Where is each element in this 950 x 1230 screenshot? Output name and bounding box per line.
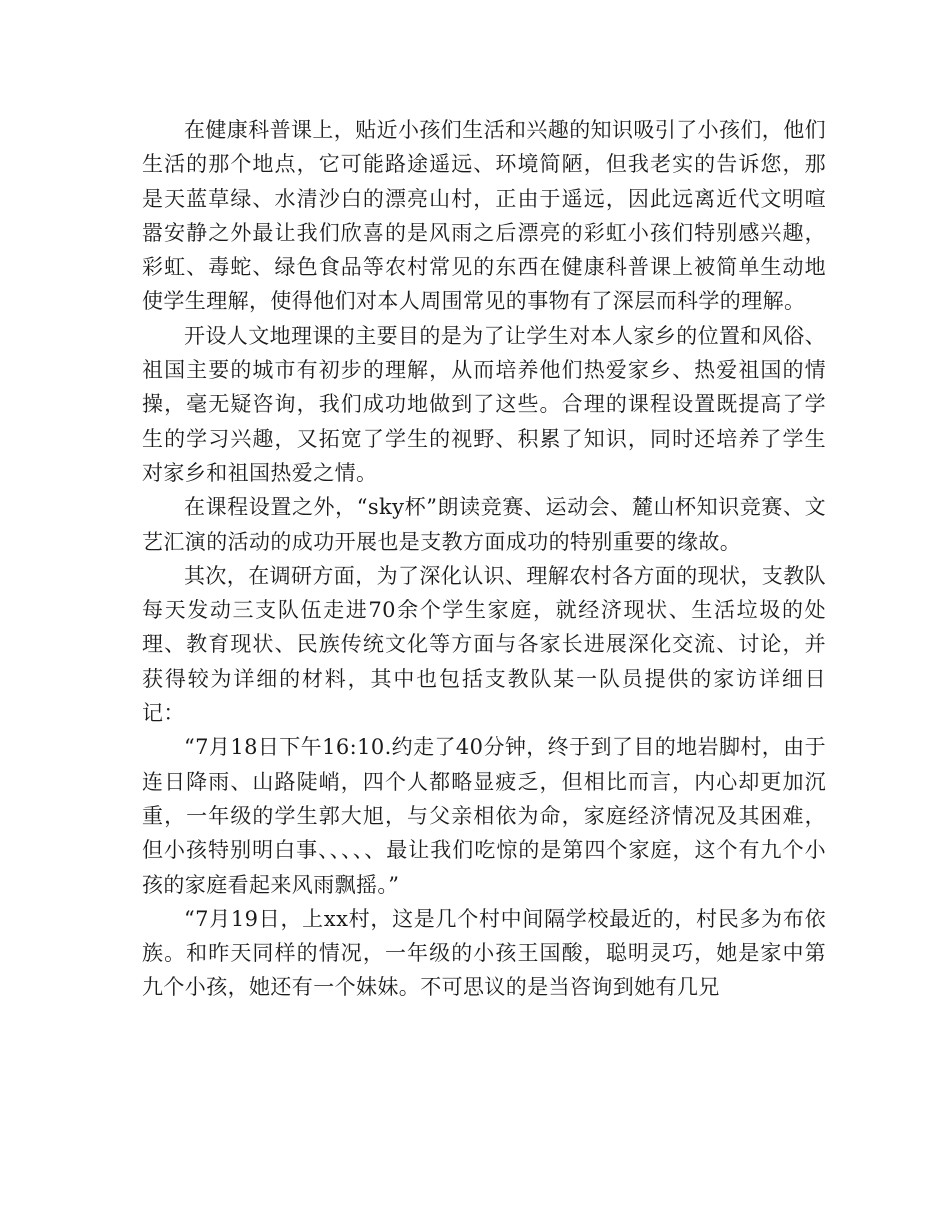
paragraph-geography-class: 开设人文地理课的主要目的是为了让学生对本人家乡的位置和风俗、祖国主要的城市有初步的理解，从而培养他们热爱家乡、热爱祖国的情操，毫无疑咨询，我们成功地做到了这些。合理的课程设置既提高了学生的学习兴趣，又拓宽了学生的视野、积累了知识，同时还培养了学生对家乡和祖国热爱之情。 bbox=[142, 323, 826, 485]
paragraph-diary-july-19: “7月19日，上xx村，这是几个村中间隔学校最近的，村民多为布依族。和昨天同样的情况，一年级的小孩王国酸，聪明灵巧，她是家中第九个小孩，她还有一个妹妹。不可思议的是当咨询到她有几兄 bbox=[142, 906, 826, 1000]
paragraph-research: 其次，在调研方面，为了深化认识、理解农村各方面的现状，支教队每天发动三支队伍走进70余个学生家庭，就经济现状、生活垃圾的处理、教育现状、民族传统文化等方面与各家长进展深化交流、讨论，并获得较为详细的材料，其中也包括支教队某一队员提供的家访详细日记： bbox=[142, 563, 826, 726]
paragraph-activities: 在课程设置之外，“sky杯”朗读竞赛、运动会、麓山杯知识竞赛、文艺汇演的活动的成功开展也是支教方面成功的特别重要的缘故。 bbox=[142, 495, 826, 554]
paragraph-health-class: 在健康科普课上，贴近小孩们生活和兴趣的知识吸引了小孩们，他们生活的那个地点，它可能路途遥远、环境简陋，但我老实的告诉您，那是天蓝草绿、水清沙白的漂亮山村，正由于遥远，因此远离近代文明喧嚣安静之外最让我们欣喜的是风雨之后漂亮的彩虹小孩们特别感兴趣，彩虹、毒蛇、绿色食品等农村常见的东西在健康科普课上被简单生动地使学生理解，使得他们对本人周围常见的事物有了深层而科学的理解。 bbox=[142, 118, 826, 314]
paragraph-diary-july-18: “7月18日下午16:10.约走了40分钟，终于到了目的地岩脚村，由于连日降雨、山路陡峭，四个人都略显疲乏，但相比而言，内心却更加沉重，一年级的学生郭大旭，与父亲相依为命，家庭经济情况及其困难，但小孩特别明白事、、、、、最让我们吃惊的是第四个家庭，这个有九个小孩的家庭看起来风雨飘摇。” bbox=[142, 735, 826, 897]
document-body bbox=[142, 113, 826, 1005]
